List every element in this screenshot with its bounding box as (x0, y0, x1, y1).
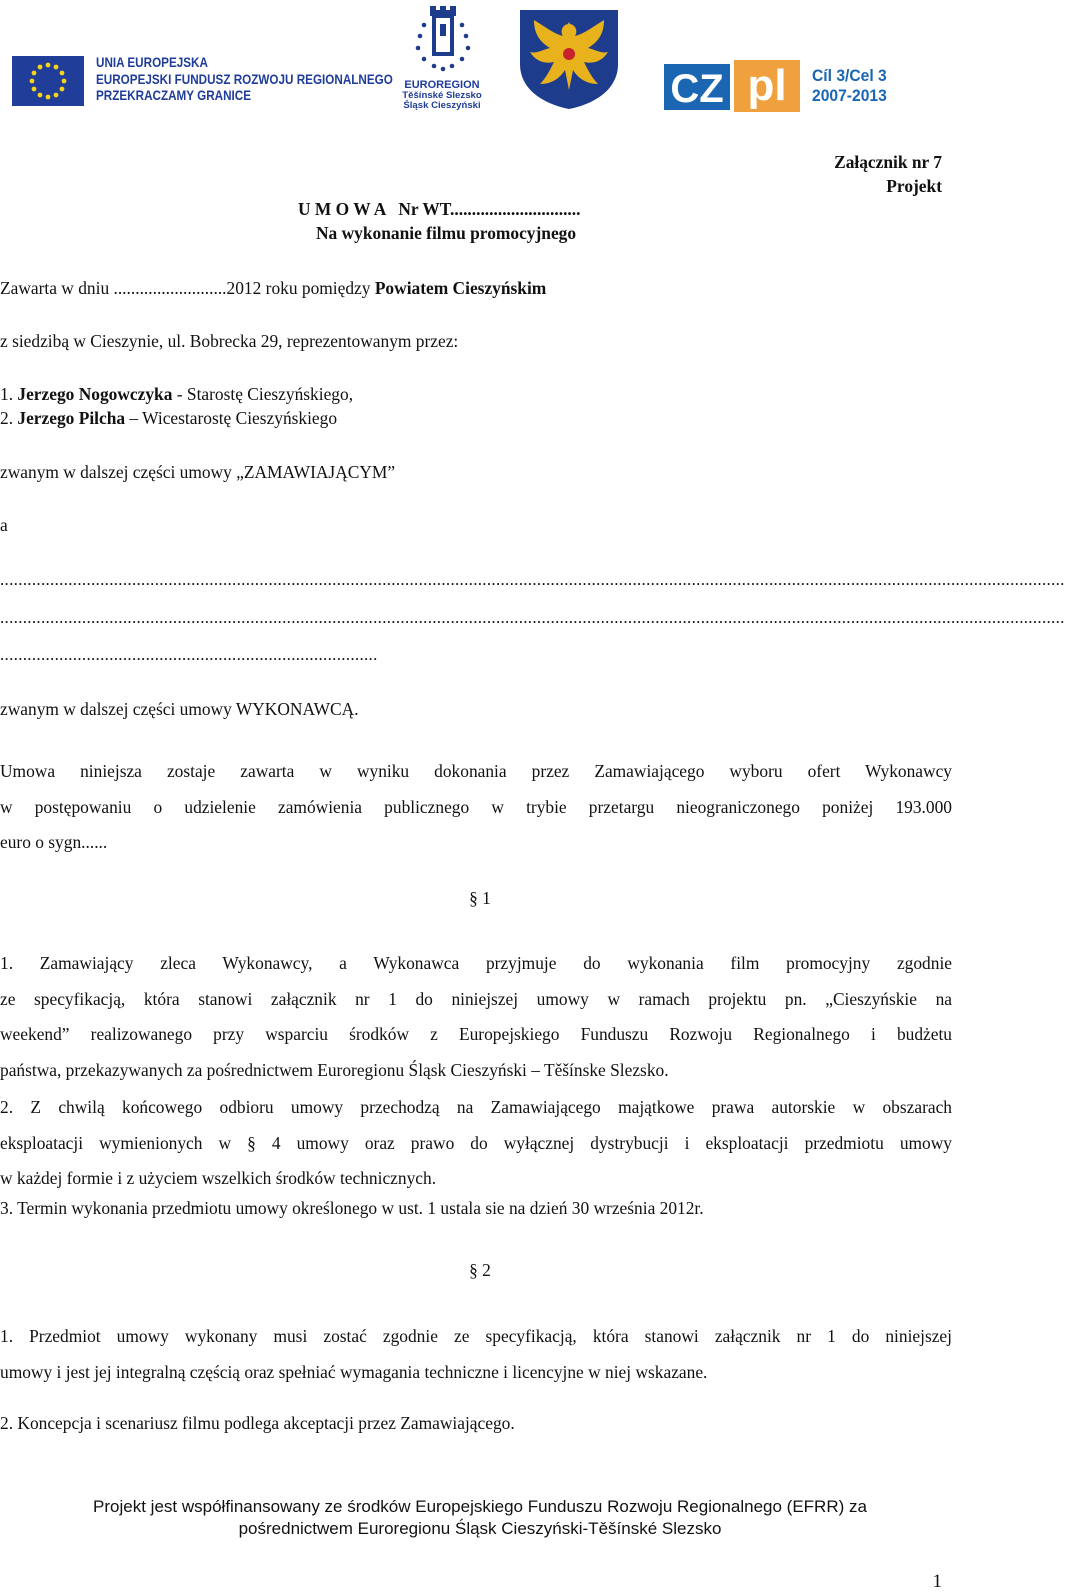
eu-logo-line1: UNIA EUROPEJSKA (96, 55, 208, 70)
cz-pl-blocks-icon (664, 60, 804, 112)
rep2-name: Jerzego Pilcha (17, 408, 126, 428)
eu-logo-line3: PRZEKRACZAMY GRANICE (96, 88, 252, 103)
eu-flag-logo (12, 56, 84, 106)
czpl-years: 2007-2013 (812, 86, 887, 105)
contractor-blank-line-3[interactable]: ................................................................................... (0, 645, 378, 664)
footer-line-1: Projekt jest współfinansowany ze środków Europejskiego Funduszu Rozwoju Regionalnego (EFRR) za (93, 1497, 867, 1516)
representative-1 (0, 383, 353, 405)
contractor-designation: zwanym w dalszej części umowy WYKONAWCĄ. (0, 699, 359, 719)
preamble-line-1: Umowa niniejsza zostaje zawarta w wyniku dokonania przez Zamawiającego wyboru ofert Wykonawcy (0, 761, 952, 781)
eu-logo-text (96, 55, 393, 105)
s1-p2-line-1: 2. Z chwilą końcowego odbioru umowy przechodzą na Zamawiającego majątkowe prawa autorskie w obszarach (0, 1097, 952, 1117)
rep1-name: Jerzego Nogowczyka (17, 384, 173, 404)
s2-p1-line-2: umowy i jest jej integralną częścią oraz spełniać wymagania techniczne i licencyjne w niej wskazane. (0, 1361, 708, 1382)
section-2-paragraph-2: 2. Koncepcja i scenariusz filmu podlega akceptacji przez Zamawiającego. (0, 1413, 515, 1433)
euroregion-line1: EUROREGION (404, 79, 480, 91)
euroregion-logo-text (398, 80, 486, 112)
representative-2 (0, 407, 337, 429)
section-2-heading: § 2 (469, 1260, 491, 1280)
s1-p2-line-3: w każdej formie i z użyciem wszelkich środków technicznych. (0, 1168, 437, 1188)
section-1-paragraph-2 (0, 1090, 952, 1197)
eu-logo-line2: EUROPEJSKI FUNDUSZ ROZWOJU REGIONALNEGO (96, 71, 393, 87)
rep2-number: 2. (0, 408, 18, 428)
preamble-paragraph (0, 754, 952, 861)
footer-line-2: pośrednictwem Euroregionu Śląsk Cieszyński-Těšínské Slezsko (238, 1519, 722, 1538)
orderer-designation: zwanym w dalszej części umowy „ZAMAWIAJĄCYM” (0, 462, 396, 482)
section-1-paragraph-1 (0, 946, 952, 1088)
s1-p1-line-4: państwa, przekazywanych za pośrednictwem Euroregionu Śląsk Cieszyński – Těšínske Slezsko. (0, 1059, 669, 1080)
and-conjunction: a (0, 515, 8, 535)
s2-p1-line-1: 1. Przedmiot umowy wykonany musi zostać zgodnie ze specyfikacją, która stanowi załącznik nr 1 do niniejszej (0, 1326, 952, 1346)
county-name: Powiatem Cieszyńskim (374, 278, 547, 298)
euroregion-line2: Těšínské Slezsko (402, 89, 482, 101)
attachment-header (834, 150, 942, 198)
s1-p1-line-2: ze specyfikacją, która stanowi załącznik nr 1 do niniejszej umowy w ramach projektu pn. „Cieszyńskie na (0, 988, 952, 1009)
concluded-line (0, 277, 546, 299)
contract-subtitle: Na wykonanie filmu promocyjnego (316, 223, 577, 243)
contractor-blank-line-2[interactable]: .......................................................................................................................................................................................................................................... (0, 608, 1065, 627)
attachment-number: Załącznik nr 7 (834, 152, 942, 172)
section-1-paragraph-3: 3. Termin wykonania przedmiotu umowy określonego w ust. 1 ustala sie na dzień 30 września 2012r. (0, 1198, 704, 1218)
contract-title: U M O W A Nr WT.............................. (298, 199, 581, 219)
eagle-crest-icon (516, 6, 622, 110)
czpl-program-text (812, 66, 887, 106)
eu-stars-icon (12, 56, 84, 106)
s1-p2-line-2: eksploatacji wymienionych w § 4 umowy oraz prawo do wyłącznej dystrybucji i eksploatacji przedmiotu umowy (0, 1132, 952, 1153)
rep1-number: 1. (0, 384, 18, 404)
section-1-heading: § 1 (469, 888, 491, 908)
pl-label: pl (747, 61, 787, 110)
section-2-paragraph-1 (0, 1319, 952, 1390)
eagle-crest-logo (516, 6, 622, 110)
cz-label: CZ (670, 67, 724, 111)
euroregion-tower-logo (408, 6, 478, 78)
page-number: 1 (932, 1571, 942, 1592)
preamble-line-3: euro o sygn...... (0, 832, 108, 852)
rep1-role: - Starostę Cieszyńskiego, (172, 384, 354, 404)
tower-icon (408, 6, 478, 78)
s1-p1-line-1: 1. Zamawiający zleca Wykonawcy, a Wykonawca przyjmuje do wykonania film promocyjny zgodnie (0, 953, 952, 973)
concluded-date-text: Zawarta w dniu ..........................2012 roku pomiędzy (0, 278, 375, 298)
euroregion-line3: Śląsk Cieszyński (403, 100, 481, 111)
page-footer (0, 1496, 960, 1540)
contractor-blank-line-1[interactable]: .......................................................................................................................................................................................................................................... (0, 570, 1065, 589)
cz-pl-logo (664, 60, 804, 112)
s1-p1-line-3: weekend” realizowanego przy wsparciu środków z Europejskiego Funduszu Rozwoju Regionalnego i budżetu (0, 1024, 952, 1044)
preamble-line-2: w postępowaniu o udzielenie zamówienia publicznego w trybie przetargu nieograniczonego poniżej 193.000 (0, 796, 952, 817)
seat-line: z siedzibą w Cieszynie, ul. Bobrecka 29, reprezentowanym przez: (0, 331, 459, 351)
rep2-role: – Wicestarostę Cieszyńskiego (125, 408, 338, 428)
czpl-cil: Cíl 3/Cel 3 (812, 66, 887, 85)
document-status: Projekt (886, 176, 942, 196)
